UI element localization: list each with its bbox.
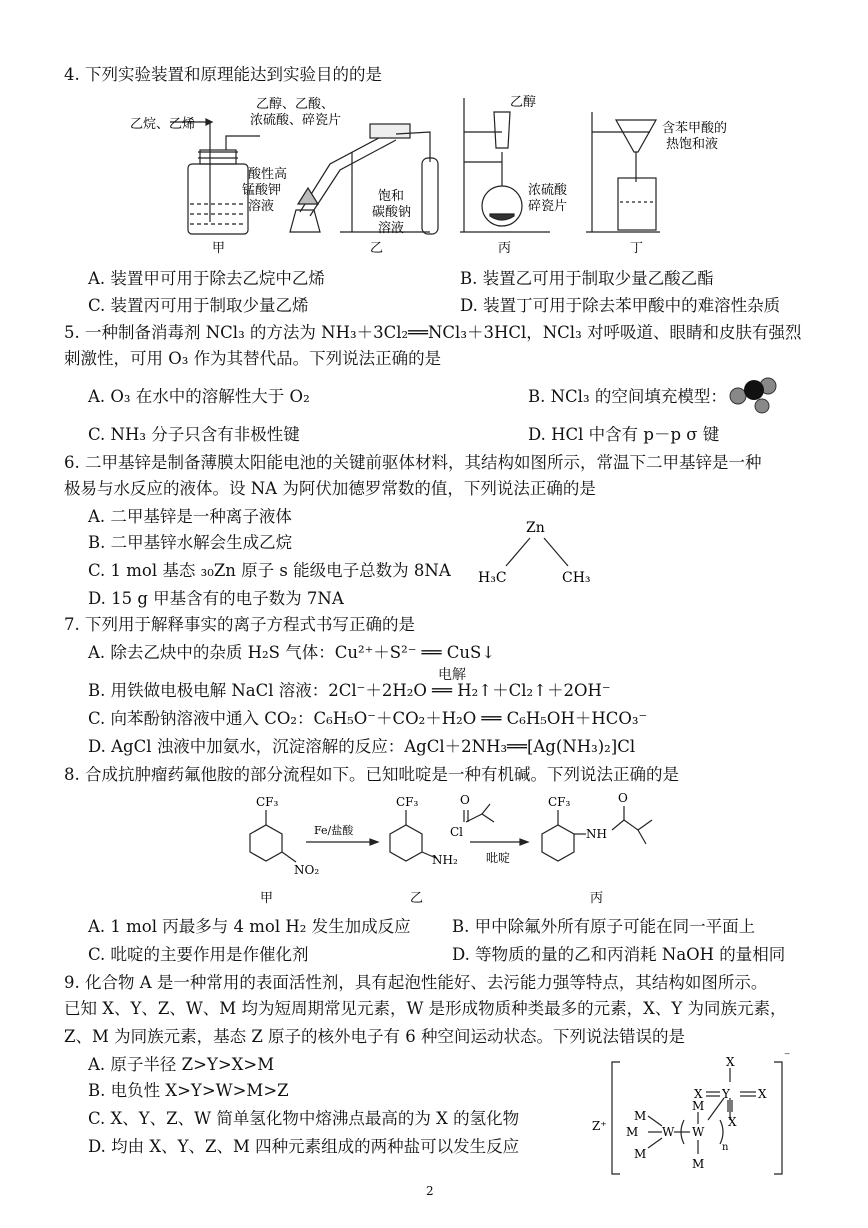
apparatus-jia [170, 119, 260, 234]
caption-bing-q8: 丙 [590, 891, 604, 906]
svg-text:乙醇: 乙醇 [510, 95, 537, 110]
page-number: 2 [426, 1184, 434, 1198]
q7-option-a: A. 除去乙炔中的杂质 H₂S 气体：Cu²⁺＋S²⁻ ══ CuS↓ [88, 643, 496, 662]
q6-option-a: A. 二甲基锌是一种离子液体 [88, 507, 292, 526]
svg-text:CH₃: CH₃ [562, 570, 591, 586]
q9-option-b: B. 电负性 X>Y>W>M>Z [88, 1081, 289, 1100]
label-gas-in: 乙烷、乙烯 [130, 117, 196, 132]
compound-a-structure [590, 1050, 810, 1180]
svg-text:n: n [722, 1142, 729, 1153]
q8-option-b: B. 甲中除氟外所有原子可能在同一平面上 [452, 917, 756, 936]
q6-option-d: D. 15 g 甲基含有的电子数为 7NA [88, 589, 344, 608]
q6-option-c: C. 1 mol 基态 ₃₀Zn 原子 s 能级电子总数为 8NA [88, 561, 451, 580]
q5-stem-line2: 刺激性，可用 O₃ 作为其替代品。下列说法正确的是 [64, 349, 442, 368]
q7-option-c: C. 向苯酚钠溶液中通入 CO₂：C₆H₅O⁻＋CO₂＋H₂O ══ C₆H₅OH＋HCO₃⁻ [88, 709, 648, 728]
svg-text:⁻: ⁻ [784, 1050, 791, 1063]
ncl3-space-filling-model [726, 372, 786, 414]
caption-bing: 丙 [498, 241, 512, 256]
q7-option-d: D. AgCl 浊液中加氨水，沉淀溶解的反应：AgCl＋2NH₃══[Ag(NH₃)₂]Cl [88, 737, 636, 756]
q9-option-c: C. X、Y、Z、W 简单氢化物中熔沸点最高的为 X 的氢化物 [88, 1109, 520, 1128]
svg-text:CF₃: CF₃ [548, 795, 571, 809]
q4-option-d: D. 装置丁可用于除去苯甲酸中的难溶性杂质 [460, 296, 781, 315]
q5-stem-line1: 5. 一种制备消毒剂 NCl₃ 的方法为 NH₃＋3Cl₂══NCl₃＋3HCl，NCl₃ 对呼吸道、眼睛和皮肤有强烈 [64, 323, 802, 342]
svg-text:Cl: Cl [450, 825, 464, 839]
svg-text:M: M [634, 1147, 647, 1161]
svg-text:NO₂: NO₂ [294, 863, 320, 877]
svg-text:W: W [692, 1125, 705, 1139]
svg-text:X: X [694, 1087, 703, 1101]
caption-yi: 乙 [370, 241, 384, 256]
apparatus-yi [290, 124, 438, 234]
svg-text:M: M [634, 1109, 647, 1123]
svg-text:碎瓷片: 碎瓷片 [528, 199, 568, 214]
caption-jia-q8: 甲 [260, 891, 274, 906]
svg-text:热饱和液: 热饱和液 [666, 137, 719, 152]
svg-text:O: O [460, 793, 470, 807]
q7-stem: 7. 下列用于解释事实的离子方程式书写正确的是 [64, 615, 415, 634]
q9-stem-line3: Z、M 为同族元素，基态 Z 原子的核外电子有 6 种空间运动状态。下列说法错误的是 [64, 1027, 686, 1046]
svg-text:M: M [692, 1099, 705, 1113]
svg-text:含苯甲酸的: 含苯甲酸的 [662, 121, 728, 136]
svg-text:饱和: 饱和 [378, 189, 405, 204]
q5-option-d: D. HCl 中含有 p－p σ 键 [528, 425, 720, 444]
q4-option-c: C. 装置丙可用于制取少量乙烯 [88, 296, 309, 315]
svg-text:CF₃: CF₃ [396, 795, 419, 809]
caption-ding: 丁 [630, 241, 644, 256]
svg-text:碳酸钠: 碳酸钠 [372, 205, 412, 220]
svg-text:NH: NH [586, 827, 607, 841]
q6-stem-line1: 6. 二甲基锌是制备薄膜太阳能电池的关键前驱体材料，其结构如图所示，常温下二甲基锌是一种 [64, 453, 762, 472]
svg-text:溶液: 溶液 [248, 199, 275, 214]
reagent-fe-hcl: Fe/盐酸 [314, 824, 354, 837]
q7-option-b: B. 用铁做电极电解 NaCl 溶液：2Cl⁻＋2H₂O ══ H₂↑＋Cl₂↑＋2OH⁻ [88, 681, 611, 700]
q5-option-a: A. O₃ 在水中的溶解性大于 O₂ [88, 387, 310, 406]
svg-text:溶液: 溶液 [378, 221, 405, 236]
svg-text:O: O [618, 791, 628, 805]
q4-option-b: B. 装置乙可用于制取少量乙酸乙酯 [460, 269, 714, 288]
svg-text:浓硫酸、碎瓷片: 浓硫酸、碎瓷片 [250, 113, 342, 128]
svg-text:CF₃: CF₃ [256, 795, 279, 809]
q9-stem-line2: 已知 X、Y、Z、W、M 均为短周期常见元素，W 是形成物质种类最多的元素，X、Y 为同族元素， [64, 999, 787, 1018]
q9-option-a: A. 原子半径 Z>Y>X>M [88, 1055, 275, 1074]
q8-option-c: C. 吡啶的主要作用是作催化剂 [88, 945, 309, 964]
q8-option-a: A. 1 mol 丙最多与 4 mol H₂ 发生加成反应 [88, 917, 411, 936]
caption-jia: 甲 [212, 241, 226, 256]
svg-text:浓硫酸: 浓硫酸 [528, 183, 568, 198]
svg-text:M: M [626, 1125, 639, 1139]
electrolysis-condition: 电解 [438, 667, 466, 683]
svg-text:W: W [662, 1125, 675, 1139]
svg-text:X: X [728, 1115, 737, 1129]
svg-text:乙醇、乙酸、: 乙醇、乙酸、 [256, 97, 335, 112]
q4-option-a: A. 装置甲可用于除去乙烷中乙烯 [88, 269, 325, 288]
svg-text:酸性高: 酸性高 [248, 167, 288, 182]
q9-stem-line1: 9. 化合物 A 是一种常用的表面活性剂，具有起泡性能好、去污能力强等特点，其结构如图所示。 [64, 973, 768, 992]
svg-text:Y: Y [722, 1087, 730, 1101]
svg-text:Zn: Zn [526, 520, 545, 536]
q8-option-d: D. 等物质的量的乙和丙消耗 NaOH 的量相同 [452, 945, 786, 964]
svg-text:X: X [726, 1055, 735, 1069]
q5-option-b: B. NCl₃ 的空间填充模型： [528, 387, 727, 406]
dimethylzinc-structure [476, 516, 606, 590]
svg-text:H₃C: H₃C [478, 570, 507, 586]
q4-apparatus-figure [130, 92, 750, 260]
svg-text:锰酸钾: 锰酸钾 [242, 183, 282, 198]
svg-text:Z⁺: Z⁺ [592, 1119, 607, 1133]
svg-text:X: X [758, 1087, 767, 1101]
q4-stem: 4. 下列实验装置和原理能达到实验目的的是 [64, 65, 382, 84]
svg-text:NH₂: NH₂ [432, 853, 458, 867]
reagent-pyridine: 吡啶 [486, 851, 511, 865]
svg-text:M: M [692, 1157, 705, 1171]
q6-option-b: B. 二甲基锌水解会生成乙烷 [88, 533, 293, 552]
q9-option-d: D. 均由 X、Y、Z、M 四种元素组成的两种盐可以发生反应 [88, 1137, 520, 1156]
caption-yi-q8: 乙 [410, 891, 424, 906]
apparatus-ding [586, 112, 660, 232]
q6-stem-line2: 极易与水反应的液体。设 NA 为阿伏加德罗常数的值，下列说法正确的是 [64, 479, 596, 498]
q8-stem: 8. 合成抗肿瘤药氟他胺的部分流程如下。已知吡啶是一种有机碱。下列说法正确的是 [64, 765, 679, 784]
q8-synthesis-scheme [220, 790, 680, 910]
q5-option-c: C. NH₃ 分子只含有非极性键 [88, 425, 300, 444]
